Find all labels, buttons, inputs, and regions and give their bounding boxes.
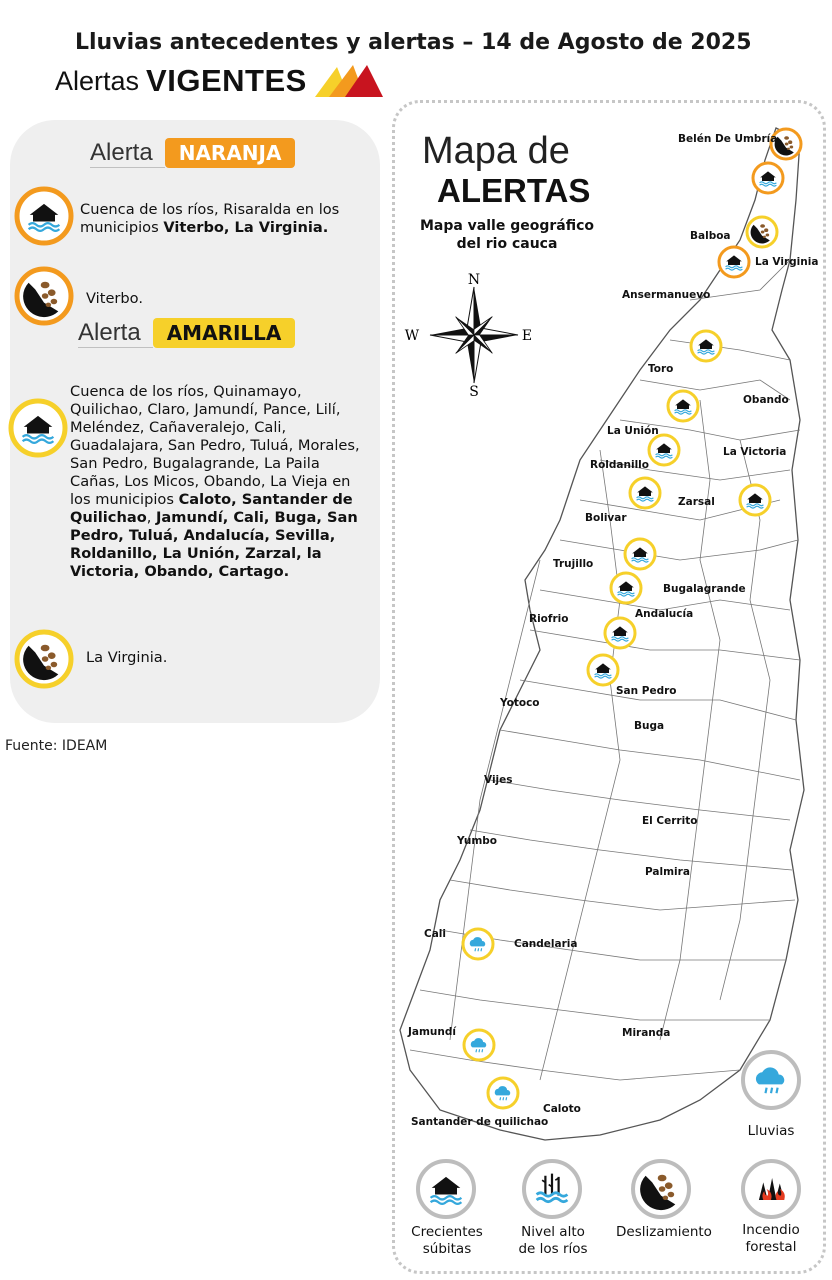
- town-label: Yotoco: [500, 697, 540, 709]
- page-title: Lluvias antecedentes y alertas – 14 de Agosto de 2025: [75, 30, 752, 55]
- town-label: Trujillo: [553, 558, 594, 570]
- legend-line: Crecientes: [411, 1224, 483, 1240]
- town-label: La Victoria: [723, 446, 787, 458]
- town-label: Toro: [648, 363, 674, 375]
- marker-flood-yellow: [630, 478, 660, 508]
- legend-line: Nivel alto: [521, 1224, 585, 1240]
- marker-rain: [488, 1078, 518, 1108]
- badge-level: NARANJA: [165, 138, 296, 168]
- text-regular: Cuenca de los ríos, Risaralda en los municipios: [80, 201, 340, 236]
- town-label: La Unión: [607, 425, 659, 437]
- marker-flood-orange: [753, 163, 783, 193]
- town-label: Bolivar: [585, 512, 627, 524]
- orange-item-2-text: Viterbo.: [86, 290, 143, 307]
- marker-flood-yellow: [740, 485, 770, 515]
- brand-prefix: Alertas: [55, 65, 140, 96]
- marker-flood-yellow: [611, 573, 641, 603]
- town-label: Buga: [634, 720, 665, 732]
- legend-river-level-label: [506, 1224, 600, 1258]
- rain-icon: [740, 1049, 802, 1111]
- badge-word: Alerta: [90, 139, 165, 168]
- marker-flood-orange: [719, 247, 749, 277]
- town-label: Jamundí: [408, 1026, 456, 1038]
- town-label: Palmira: [645, 866, 690, 878]
- marker-flood-yellow: [649, 435, 679, 465]
- town-label: Caloto: [543, 1103, 581, 1115]
- badge-word: Alerta: [78, 319, 153, 348]
- yellow-item-2-text: La Virginia.: [86, 649, 168, 666]
- flash-flood-icon: [415, 1158, 477, 1220]
- river-level-icon: [521, 1158, 583, 1220]
- legend-rain-label: Lluvias: [747, 1123, 795, 1139]
- legend-line: Incendio: [742, 1222, 800, 1238]
- compass-s: S: [469, 384, 479, 400]
- compass-n: N: [467, 272, 481, 288]
- source-note: Fuente: IDEAM: [5, 738, 108, 754]
- legend-line: forestal: [745, 1239, 797, 1255]
- marker-rain: [464, 1030, 494, 1060]
- town-label: Vijes: [484, 774, 513, 786]
- town-label: Riofrio: [529, 613, 569, 625]
- town-label: El Cerrito: [642, 815, 698, 827]
- marker-flood-yellow: [588, 655, 618, 685]
- map-title-line1: Mapa de: [422, 130, 570, 172]
- town-label: San Pedro: [616, 685, 677, 697]
- badge-level: AMARILLA: [153, 318, 296, 348]
- compass-w: W: [404, 328, 420, 344]
- text-regular: Cuenca de los ríos, Quinamayo, Quilichao, Claro, Jamundí, Pance, Lilí, Meléndez, Cañaveralejo, Cali, Guadalajara, San Pedro, Tuluá, Morales, San Pedro, Bugalagrande, La Paila Cañas, Los Micos, Obando, La Vieja en los municipios: [70, 383, 360, 508]
- marker-rain: [463, 929, 493, 959]
- town-label: Yumbo: [457, 835, 497, 847]
- town-label: Roldanillo: [590, 459, 649, 471]
- marker-flood-yellow: [625, 539, 655, 569]
- town-label: Cali: [424, 928, 446, 940]
- map-subtitle-line1: Mapa valle geográfico: [419, 218, 595, 234]
- town-label: Ansermanuevo: [622, 289, 711, 301]
- legend-line: súbitas: [422, 1241, 472, 1257]
- marker-flood-yellow: [668, 391, 698, 421]
- text-bold: Viterbo, La Virginia.: [163, 219, 329, 236]
- compass-e: E: [521, 328, 533, 344]
- town-label: Santander de quilichao: [411, 1116, 549, 1128]
- marker-flood-yellow: [605, 618, 635, 648]
- town-label: Belén De Umbría: [678, 133, 778, 145]
- legend-landslide-label: Deslizamiento: [616, 1224, 712, 1240]
- wildfire-icon: [740, 1158, 802, 1220]
- legend-wildfire-label: [728, 1222, 814, 1256]
- legend-flash-flood-label: [398, 1224, 496, 1258]
- town-label: Obando: [743, 394, 789, 406]
- marker-flood-yellow: [691, 331, 721, 361]
- text-bold: Caloto, Santander de Quilichao: [70, 491, 353, 526]
- town-label: La Virginia: [755, 256, 819, 268]
- legend-line: de los ríos: [518, 1241, 588, 1257]
- landslide-icon: [630, 1158, 692, 1220]
- town-label: Andalucía: [635, 608, 694, 620]
- map-title-line2: ALERTAS: [437, 172, 591, 209]
- town-label: Miranda: [622, 1027, 671, 1039]
- text-regular: ,: [146, 509, 156, 526]
- town-label: Bugalagrande: [663, 583, 746, 595]
- town-label: Candelaria: [514, 938, 578, 950]
- town-label: Zarsal: [678, 496, 715, 508]
- brand-main: VIGENTES: [146, 63, 307, 98]
- map-subtitle-line2: del rio cauca: [456, 236, 558, 252]
- text-bold: Jamundí, Cali, Buga, San Pedro, Tuluá, Andalucía, Sevilla, Roldanillo, La Unión, Zarzal, la Victoria, Obando, Cartago.: [70, 509, 358, 580]
- town-label: Balboa: [690, 230, 731, 242]
- marker-landslide-yellow: [747, 217, 777, 247]
